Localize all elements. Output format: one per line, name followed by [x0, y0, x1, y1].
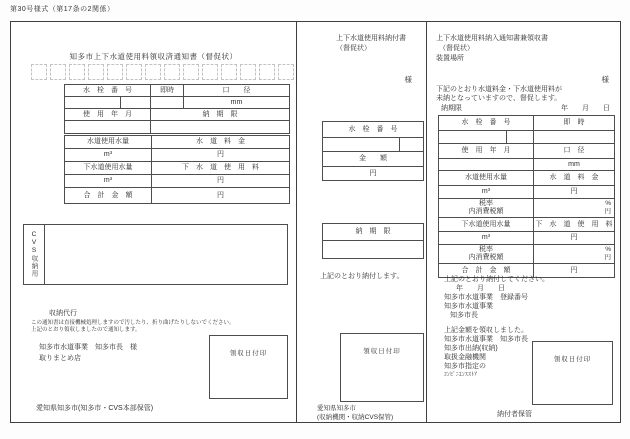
right-sewer-charge-header: 下 水 道 使 用 料 [534, 218, 615, 232]
right-received-line6: ｺﾝﾋﾞﾆｴﾝｽｽﾄｱ [444, 372, 478, 378]
section-receipt-notice [11, 22, 296, 420]
right-receipt-stamp-box [532, 341, 613, 405]
left-receipt-stamp-label: 領収日付印 [229, 350, 268, 357]
middle-title-line2: （督促状） [336, 45, 371, 52]
right-water-tax-rate-label: 税率 [479, 199, 493, 207]
right-charge-table [438, 115, 615, 278]
sewer-usage-unit-cell: m³ [65, 175, 152, 188]
left-addressee-line1: 知多市水道事業 知多市長 様 [39, 344, 137, 351]
ocr-box [278, 64, 294, 80]
right-water-charge-header: 水 道 料 金 [534, 171, 615, 186]
total-amount-unit-cell: 円 [152, 188, 290, 204]
form-number-label: 第30号様式（第17条の2関係） [10, 6, 115, 13]
right-title-line2: （督促状） [439, 45, 474, 52]
right-sewer-tax-rate-label: 税率 [479, 245, 493, 253]
section-notice-receipt [427, 22, 618, 420]
right-received-line2: 知多市水道事業 知多市長 [444, 336, 528, 343]
middle-tap-number-sub-cell [400, 138, 424, 152]
middle-title-line1: 上下水道使用料納付書 [336, 35, 406, 42]
right-mayor-line: 知多市長 [450, 312, 478, 319]
right-pay-ymd: 年 月 日 [456, 285, 505, 292]
right-tap-number-value-cell [439, 131, 507, 144]
left-title: 知多市上下水道使用料領収済通知書（督促状） [69, 52, 238, 61]
section-payment-slip [297, 22, 426, 420]
right-tap-number-header: 水 栓 番 号 [439, 116, 534, 131]
cvs-collection-box [23, 224, 288, 285]
right-received-line3: 知多市出納(収納) [444, 345, 498, 352]
right-pay-note: 上記のとおり納付してください。 [444, 276, 549, 283]
right-usage-month-header: 使 用 年 月 [439, 144, 534, 159]
left-receipt-stamp-box [209, 335, 288, 399]
right-water-tax-unit-cell [534, 199, 615, 218]
ocr-box [69, 64, 85, 80]
sewer-usage-header: 下水道使用水量 [65, 162, 152, 175]
tap-number-value-cell [65, 97, 121, 109]
right-received-line4: 取扱金融機関 [444, 354, 486, 361]
ocr-box [240, 64, 256, 80]
total-amount-header: 合 計 金 額 [65, 188, 152, 204]
right-received-line5: 知多市指定の [444, 363, 486, 370]
sewer-charge-unit-cell: 円 [152, 175, 290, 188]
middle-receipt-stamp-label: 領収日付印 [363, 348, 401, 355]
right-sewer-usage-unit-cell: m³ [439, 232, 534, 245]
instant-header: 即時 [151, 85, 184, 97]
tap-number-header: 水 栓 番 号 [65, 85, 151, 97]
ocr-box-row [31, 64, 294, 80]
right-water-usage-unit-cell: m³ [439, 186, 534, 199]
left-meter-table [64, 84, 290, 134]
right-instant-value-cell [534, 131, 615, 144]
ocr-box [107, 64, 123, 80]
middle-due-value-cell [323, 241, 424, 259]
right-sewer-tax-unit-cell [534, 245, 615, 264]
right-receipt-stamp-label: 領収日付印 [553, 356, 592, 363]
middle-amount-unit-cell: 円 [323, 167, 424, 181]
ocr-box [259, 64, 275, 80]
instant-value-cell [151, 97, 184, 109]
receipt-note: 上記のとおり領収しましたので通知します。 [31, 327, 141, 333]
diameter-header: 口 径 [184, 85, 290, 97]
right-water-tax-cell [439, 199, 534, 218]
right-diameter-unit-cell: mm [534, 159, 615, 171]
right-sewer-tax-yen-unit: 円 [604, 254, 611, 261]
right-due-label: 納期限 [441, 105, 462, 112]
sewer-charge-header: 下 水 道 使 用 料 [152, 162, 290, 175]
right-received-line1: 上記金額を領収しました。 [444, 327, 528, 334]
tap-number-sub-cell [121, 97, 151, 109]
right-sewer-tax-pct-unit: % [605, 245, 611, 253]
ocr-box [221, 64, 237, 80]
right-business-line: 知多市水道事業 [444, 303, 493, 310]
right-registration-line: 知多市水道事業 登録番号 [444, 294, 528, 301]
right-water-tax-incl-label: 内消費税額 [468, 208, 504, 215]
right-usage-month-value-cell [439, 159, 534, 171]
right-due-ymd: 年 月 日 [561, 105, 610, 112]
right-water-charge-unit-cell: 円 [534, 186, 615, 199]
due-date-header: 納 期 限 [151, 109, 290, 121]
right-notice-line2: 未納となっていますので、督促します。 [436, 95, 562, 102]
diameter-unit-cell: mm [184, 97, 290, 109]
right-sewer-usage-header: 下水道使用水量 [439, 218, 534, 232]
right-water-tax-pct-unit: % [605, 199, 611, 207]
right-sewer-charge-unit-cell: 円 [534, 232, 615, 245]
middle-pay-note: 上記のとおり納付します。 [320, 273, 404, 280]
ocr-box [145, 64, 161, 80]
machine-note: この通知書は直接機械処理しますので汚したり、折り曲げたりしないでください。 [31, 320, 235, 326]
form-sheet [10, 21, 621, 423]
right-sewer-tax-cell [439, 245, 534, 264]
right-diameter-header: 口 径 [534, 144, 615, 159]
right-footer: 納付者保管 [497, 411, 532, 418]
middle-tap-number-header: 水 栓 番 号 [323, 122, 424, 138]
ocr-box [202, 64, 218, 80]
right-addressee-sama: 様 [601, 75, 609, 84]
right-water-usage-header: 水道使用水量 [439, 171, 534, 186]
right-sewer-tax-incl-label: 内消費税額 [468, 254, 504, 261]
cvs-collection-area [45, 225, 287, 284]
due-date-value-cell [151, 121, 290, 134]
cvs-collection-label: CVS収納用 [24, 225, 45, 284]
right-notice-line1: 下記のとおり水道料金・下水道使用料が [436, 86, 562, 93]
left-addressee-line2: 取りまとめ店 [39, 355, 81, 362]
water-usage-unit-cell: m³ [65, 149, 152, 162]
middle-tap-number-value-cell [323, 138, 400, 152]
ocr-box [31, 64, 47, 80]
ocr-box [183, 64, 199, 80]
usage-month-header: 使 用 年 月 [65, 109, 151, 121]
middle-footer-line2: (収納機関・収納CVS保管) [317, 414, 394, 421]
right-instant-header: 即 時 [534, 116, 615, 131]
ocr-box [126, 64, 142, 80]
middle-due-header: 納 期 限 [323, 224, 424, 241]
right-total-header: 合 計 金 額 [439, 264, 534, 278]
water-charge-unit-cell: 円 [152, 149, 290, 162]
ocr-box [88, 64, 104, 80]
water-charge-header: 水 道 料 金 [152, 136, 290, 149]
left-footer: 愛知県知多市(知多市・CVS本部保管) [36, 405, 154, 412]
water-usage-header: 水道使用水量 [65, 136, 152, 149]
left-charge-table [64, 135, 290, 204]
usage-month-value-cell [65, 121, 151, 134]
right-title-line1: 上下水道使用料納入通知書兼領収書 [436, 35, 548, 42]
ocr-box [164, 64, 180, 80]
middle-amount-header: 金 額 [323, 152, 424, 167]
ocr-box [50, 64, 66, 80]
right-water-tax-yen-unit: 円 [604, 208, 611, 215]
middle-footer-line1: 愛知県知多市 [317, 405, 356, 412]
right-tap-number-sub-cell [507, 131, 534, 144]
middle-receipt-stamp-box [340, 333, 424, 402]
middle-amount-table [322, 121, 424, 181]
right-title-line3: 装置場所 [436, 55, 464, 62]
middle-addressee-sama: 様 [404, 75, 412, 84]
agency-label: 収納代行 [49, 310, 77, 317]
middle-due-table [322, 223, 424, 259]
right-total-unit-cell: 円 [534, 264, 615, 278]
